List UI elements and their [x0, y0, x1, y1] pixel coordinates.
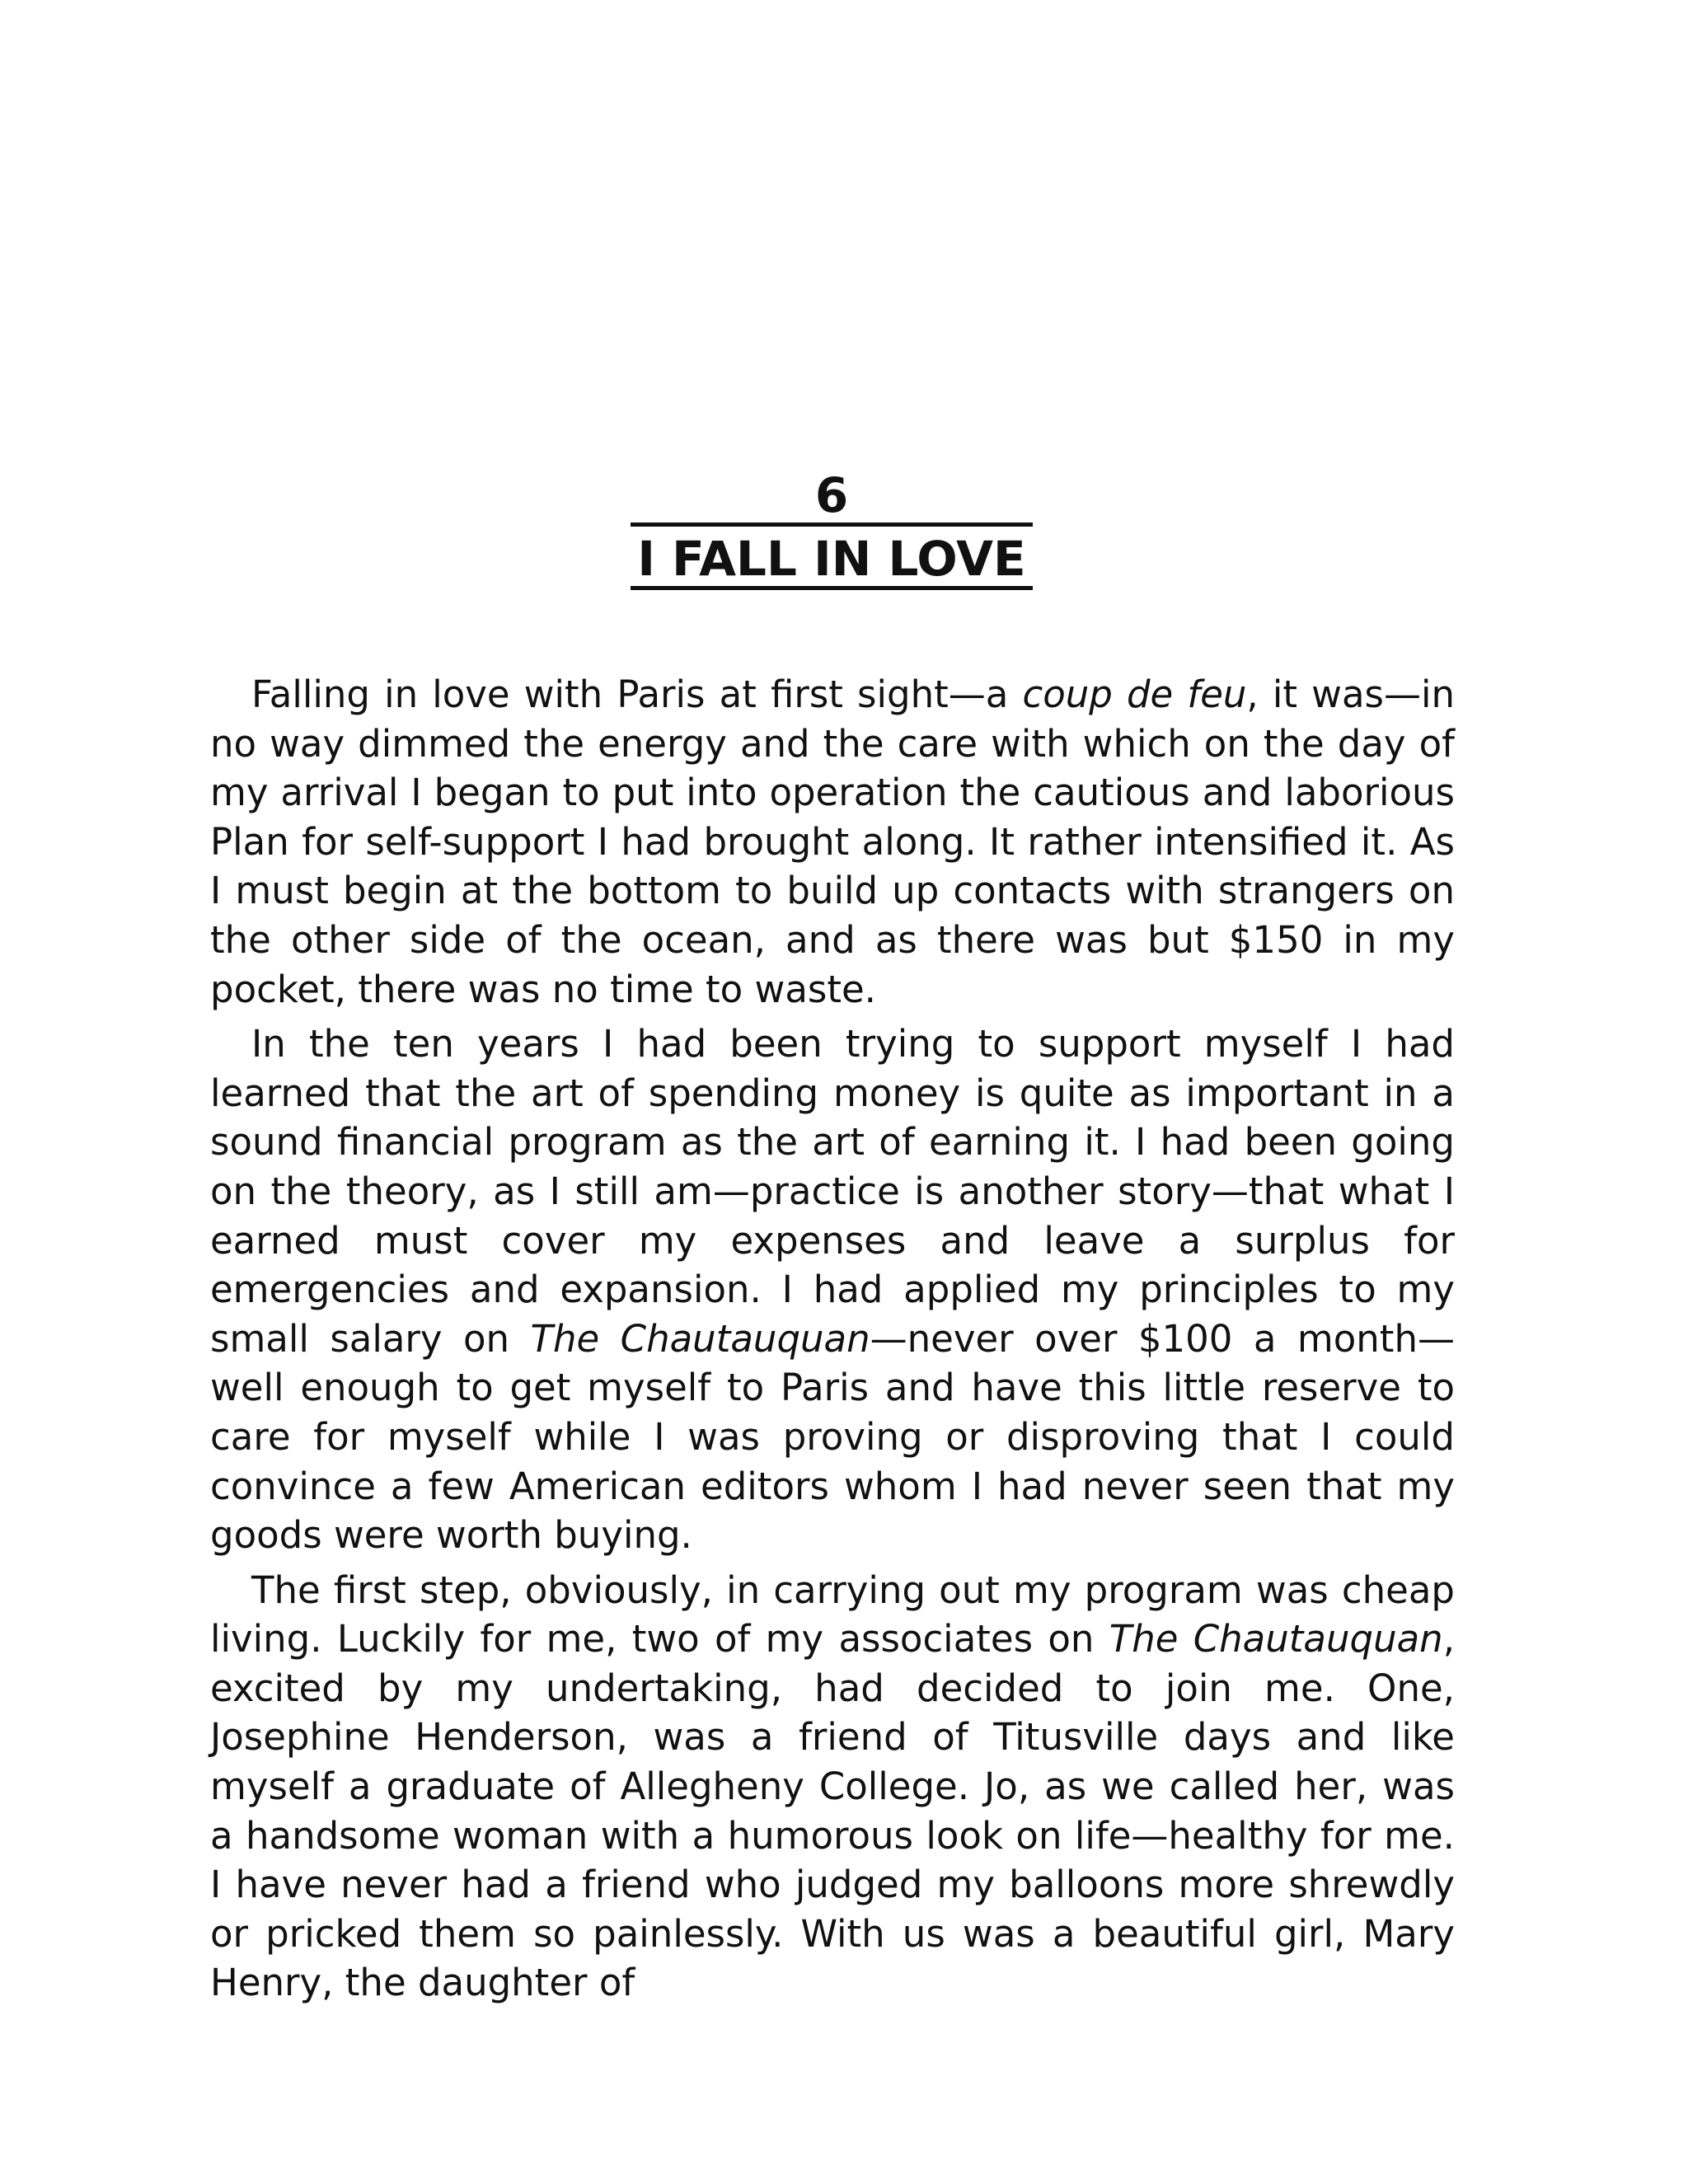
text-run: , it was—in no way dimmed the energy and the care with which on the day of my arrival I began to put into operation the cautious and laborious Plan for self-support I had brought along. It rather intensified it. As I must begin at the bottom to build up contacts with strangers on the other side of the ocean, and as there was but $150 in my pocket, there was no time to waste.: [210, 673, 1455, 1011]
paragraph: [210, 670, 1455, 1014]
chapter-heading: [631, 467, 1033, 590]
chapter-title: I FALL IN LOVE: [631, 533, 1033, 590]
chapter-body: [210, 670, 1455, 2013]
italic-text-run: coup de feu: [1022, 673, 1247, 716]
text-run: —never over $100 a month—well enough to get myself to Paris and have this little reserve to care for myself while I was proving or disproving that I could convince a few American editors whom I had never seen that my goods were worth buying.: [210, 1316, 1455, 1558]
text-run: , excited by my undertaking, had decided to join me. One, Josephine Henderson, was a friend of Titusville days and like myself a graduate of Allegheny College. Jo, as we called her, was a handsome woman with a humorous look on life—healthy for me. I have never had a friend who judged my balloons more shrewdly or pricked them so painlessly. With us was a beautiful girl, Mary Henry, the daughter of: [210, 1617, 1455, 2005]
italic-text-run: The Chautauquan: [1109, 1617, 1443, 1661]
text-run: The first step, obviously, in carrying out my program was cheap living. Luckily for me, two of my associates on: [210, 1568, 1455, 1661]
text-run: Falling in love with Paris at first sight—a: [251, 673, 1023, 716]
text-run: In the ten years I had been trying to support myself I had learned that the art of spending money is quite as important in a sound financial program as the art of earning it. I had been going on the theory, as I still am—practice is another story—that what I earned must cover my expenses and leave a surplus for emergencies and expansion. I had applied my principles to my small salary on: [210, 1022, 1455, 1361]
italic-text-run: The Chautauquan: [530, 1316, 870, 1361]
paragraph: [210, 1566, 1455, 2008]
paragraph: [210, 1019, 1455, 1560]
chapter-number: 6: [631, 470, 1033, 527]
